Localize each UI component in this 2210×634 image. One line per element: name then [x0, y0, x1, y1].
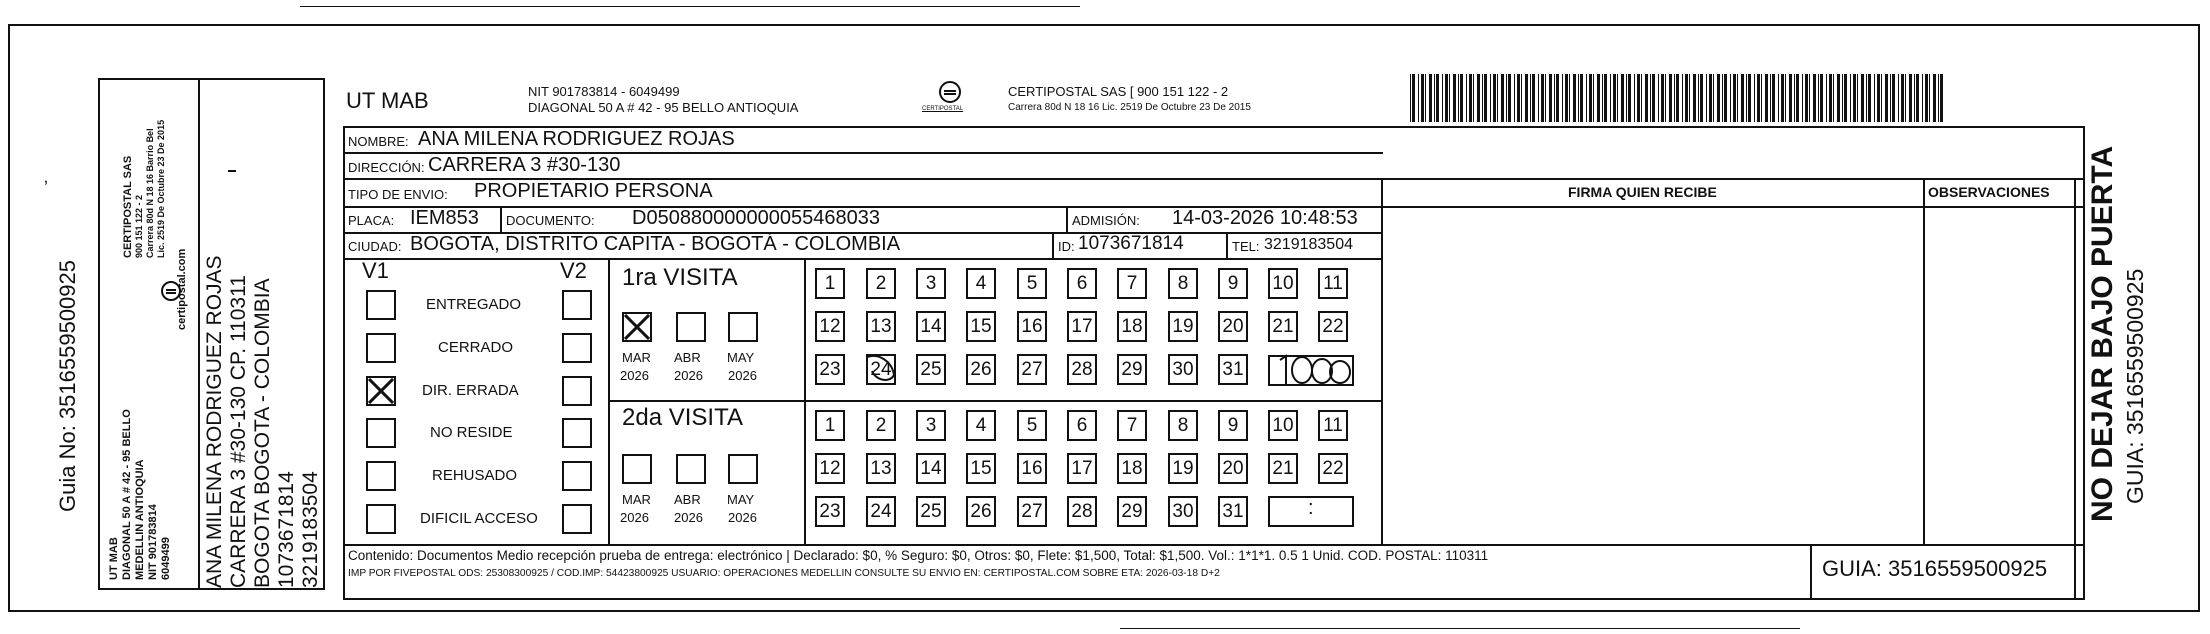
- barcode-bar: [1645, 74, 1648, 122]
- day-box[interactable]: 22: [1318, 311, 1348, 342]
- second-visit-title: 2da VISITA: [622, 404, 743, 431]
- barcode-bar: [1525, 74, 1528, 122]
- v2-checkbox[interactable]: [562, 290, 592, 320]
- v2-checkbox[interactable]: [562, 333, 592, 363]
- barcode-bar: [1826, 74, 1827, 122]
- admission-value: 14-03-2026 10:48:53: [1172, 207, 1358, 229]
- year-label: 2026: [674, 510, 703, 525]
- barcode-bar: [1442, 74, 1443, 122]
- barcode-bar: [1676, 74, 1679, 122]
- barcode-bar: [1586, 74, 1587, 122]
- month-label: MAY: [727, 350, 755, 365]
- barcode-bar: [1626, 74, 1627, 122]
- barcode-bar: [1914, 74, 1915, 122]
- day-box[interactable]: 1: [815, 268, 845, 299]
- day-box[interactable]: 31: [1218, 496, 1248, 527]
- barcode-bar: [1689, 74, 1690, 122]
- day-box[interactable]: 13: [866, 453, 896, 484]
- barcode-bar: [1844, 74, 1847, 122]
- barcode-bar: [1466, 74, 1467, 122]
- barcode-bar: [1922, 74, 1923, 122]
- barcode-bar: [1556, 74, 1559, 122]
- barcode-bar: [1713, 74, 1714, 122]
- day-box[interactable]: 28: [1067, 354, 1097, 385]
- barcode-bar: [1506, 74, 1507, 122]
- id-value: 1073671814: [1078, 233, 1184, 254]
- day-box[interactable]: 23: [815, 354, 845, 385]
- reason-label: DIFICIL ACCESO: [420, 510, 538, 527]
- day-box[interactable]: 26: [966, 354, 996, 385]
- check-mark-icon: [368, 378, 394, 404]
- no-leave-under-door-warning: NO DEJAR BAJO PUERTA: [2086, 145, 2119, 522]
- barcode-bar: [1813, 74, 1816, 122]
- barcode-bar: [1425, 74, 1426, 122]
- barcode-bar: [1508, 74, 1511, 122]
- day-box[interactable]: 14: [916, 311, 946, 342]
- contents-line: Contenido: Documentos Medio recepción prueba de entrega: electrónico | Declarado: $0, % Seguro: $0, Otros: $0, Flete: $1,500, Total: $1,500. Vol.: 1*1*1. 0.5 1 Unid. COD. POSTAL: 110311: [348, 548, 1489, 563]
- stray-dash: [228, 170, 236, 172]
- stub-sender-line: UT MAB: [108, 537, 120, 580]
- day-box[interactable]: 25: [916, 354, 946, 385]
- v1-checkbox[interactable]: [366, 290, 396, 320]
- v1-checkbox[interactable]: [366, 418, 396, 448]
- barcode-bar: [1410, 74, 1411, 122]
- barcode-bar: [1857, 74, 1858, 122]
- barcode-bar: [1901, 74, 1904, 122]
- type-label: TIPO DE ENVIO:: [348, 187, 448, 202]
- month-label: MAR: [622, 350, 651, 365]
- barcode-bar: [1538, 74, 1539, 122]
- day-box[interactable]: 20: [1218, 311, 1248, 342]
- day-box[interactable]: 19: [1168, 453, 1198, 484]
- barcode-bar: [1473, 74, 1474, 122]
- barcode-bar: [1898, 74, 1899, 122]
- barcode-bar: [1604, 74, 1607, 122]
- day-box[interactable]: 17: [1067, 311, 1097, 342]
- barcode-bar: [1573, 74, 1576, 122]
- barcode-bar: [1741, 74, 1744, 122]
- barcode-bar: [1874, 74, 1875, 122]
- barcode-bar: [1938, 74, 1939, 122]
- day-box[interactable]: 5: [1017, 268, 1047, 299]
- day-box[interactable]: 31: [1218, 354, 1248, 385]
- month-checkbox[interactable]: [728, 312, 758, 342]
- day-box[interactable]: 27: [1017, 496, 1047, 527]
- city-value: BOGOTA, DISTRITO CAPITA - BOGOTÁ - COLOMBIA: [410, 233, 901, 255]
- barcode-bar: [1722, 74, 1723, 122]
- year-label: 2026: [728, 510, 757, 525]
- stub-certipostal-line: Carrera 80d N 18 16 Barrio Bel: [145, 128, 155, 258]
- barcode-bar: [1892, 74, 1895, 122]
- check-mark-icon: [624, 314, 650, 340]
- barcode-bar: [1868, 74, 1871, 122]
- year-label: 2026: [620, 368, 649, 383]
- day-box[interactable]: 20: [1218, 453, 1248, 484]
- stub-certipostal-web: certipostal.com: [176, 248, 188, 330]
- barcode-bar: [1909, 74, 1912, 122]
- day-box[interactable]: 2: [866, 410, 896, 441]
- barcode-bar: [1754, 74, 1755, 122]
- barcode-bar: [1610, 74, 1611, 122]
- barcode-bar: [1514, 74, 1515, 122]
- day-box[interactable]: 30: [1168, 496, 1198, 527]
- day-box[interactable]: 2: [866, 268, 896, 299]
- stub-recipient-line: 1073671814: [275, 471, 298, 588]
- v1-checkbox[interactable]: [366, 504, 396, 534]
- barcode-bar: [1829, 74, 1832, 122]
- barcode-bar: [1709, 74, 1712, 122]
- name-label: NOMBRE:: [348, 134, 409, 149]
- barcode-bar: [1866, 74, 1867, 122]
- barcode-bar: [1781, 74, 1784, 122]
- time-separator: :: [1308, 497, 1314, 519]
- stub-divider: [198, 78, 200, 590]
- day-box[interactable]: 19: [1168, 311, 1198, 342]
- stub-certipostal-line: 900 151 122 - 2: [134, 194, 144, 258]
- logo-caption: CERTIPOSTAL: [922, 106, 964, 112]
- reason-label: CERRADO: [438, 339, 514, 356]
- barcode-bar: [1761, 74, 1762, 122]
- tel-value: 3219183504: [1264, 236, 1353, 253]
- barcode-bar: [1458, 74, 1459, 122]
- day-box[interactable]: 29: [1117, 496, 1147, 527]
- stub-recipient-line: ANA MILENA RODRIGUEZ ROJAS: [203, 255, 226, 588]
- day-box[interactable]: 17: [1067, 453, 1097, 484]
- city-label: CIUDAD:: [348, 239, 402, 254]
- year-label: 2026: [728, 368, 757, 383]
- footer-guide: GUIA: 3516559500925: [1822, 556, 2048, 581]
- barcode-bar: [1724, 74, 1727, 122]
- tel-label: TEL:: [1232, 239, 1260, 254]
- month-checkbox-checked[interactable]: [622, 312, 652, 342]
- barcode-bar: [1665, 74, 1666, 122]
- stub-sender-line: 6049499: [160, 537, 172, 580]
- year-label: 2026: [620, 510, 649, 525]
- barcode-bar: [1493, 74, 1496, 122]
- day-box[interactable]: 8: [1168, 410, 1198, 441]
- handwritten-time-value: [1290, 360, 1321, 376]
- barcode-bar: [1770, 74, 1771, 122]
- id-label: ID:: [1058, 239, 1075, 254]
- reason-label: ENTREGADO: [426, 296, 522, 313]
- stub-sender-line: NIT 901783814: [147, 504, 159, 580]
- v1-checkbox[interactable]: [366, 333, 396, 363]
- barcode-bar: [1837, 74, 1840, 122]
- barcode-bar: [1669, 74, 1672, 122]
- day-box[interactable]: 21: [1268, 453, 1298, 484]
- v1-header: V1: [362, 258, 389, 283]
- barcode-bar: [1541, 74, 1544, 122]
- day-box[interactable]: 21: [1268, 311, 1298, 342]
- bottom-cut-line: [1120, 628, 1800, 629]
- barcode-bar: [1530, 74, 1531, 122]
- barcode-bar: [1429, 74, 1432, 122]
- day-box[interactable]: 8: [1168, 268, 1198, 299]
- observations-divider: [1923, 178, 1925, 544]
- stray-mark: ʼ: [44, 178, 48, 198]
- document-label: DOCUMENTO:: [506, 213, 595, 228]
- barcode-bar: [1693, 74, 1696, 122]
- hand-mark-icon: [864, 351, 898, 385]
- barcode-bar: [1877, 74, 1880, 122]
- reason-label: REHUSADO: [432, 467, 518, 484]
- recipient-address: CARRERA 3 #30-130: [428, 154, 621, 176]
- barcode-bar: [1549, 74, 1552, 122]
- shipment-type: PROPIETARIO PERSONA: [474, 180, 713, 202]
- v2-checkbox[interactable]: [562, 504, 592, 534]
- sender-address: DIAGONAL 50 A # 42 - 95 BELLO ANTIOQUIA: [528, 100, 799, 115]
- day-box[interactable]: 10: [1268, 268, 1298, 299]
- barcode-bar: [1733, 74, 1736, 122]
- barcode-bar: [1449, 74, 1450, 122]
- stub-guide-number: Guia No: 3516559500925: [55, 260, 80, 512]
- stub-sender-line: DIAGONAL 50 A # 42 - 95 BELLO: [121, 409, 133, 580]
- signature-header: FIRMA QUIEN RECIBE: [1568, 184, 1717, 200]
- barcode-bar: [1613, 74, 1616, 122]
- day-box[interactable]: 16: [1017, 311, 1047, 342]
- barcode-bar: [1641, 74, 1642, 122]
- day-box[interactable]: 24: [866, 496, 896, 527]
- document-value: D050880000000055468033: [632, 207, 881, 229]
- barcode-bar: [1933, 74, 1936, 122]
- stub-recipient-line: CARRERA 3 #30-130 CP. 110311: [227, 275, 250, 588]
- day-box[interactable]: 4: [966, 268, 996, 299]
- month-label: MAR: [622, 492, 651, 507]
- barcode-bar: [1617, 74, 1618, 122]
- barcode-bar: [1885, 74, 1888, 122]
- day-box[interactable]: 5: [1017, 410, 1047, 441]
- barcode-bar: [1842, 74, 1843, 122]
- reason-label: DIR. ERRADA: [422, 382, 519, 399]
- month-checkbox[interactable]: [676, 312, 706, 342]
- day-box[interactable]: 15: [966, 311, 996, 342]
- day-box[interactable]: 11: [1318, 410, 1348, 441]
- barcode-bar: [1916, 74, 1919, 122]
- barcode-bar: [1421, 74, 1424, 122]
- day-box[interactable]: 3: [916, 268, 946, 299]
- barcode-bar: [1861, 74, 1864, 122]
- barcode-bar: [1940, 74, 1943, 122]
- barcode-bar: [1700, 74, 1703, 122]
- barcode-bar: [1554, 74, 1555, 122]
- barcode-bar: [1706, 74, 1707, 122]
- barcode-bar: [1445, 74, 1448, 122]
- v1-checkbox-checked[interactable]: [366, 376, 396, 406]
- barcode-bar: [1682, 74, 1683, 122]
- barcode-bar: [1789, 74, 1792, 122]
- year-label: 2026: [674, 368, 703, 383]
- barcode-bar: [1785, 74, 1786, 122]
- first-visit-title: 1ra VISITA: [622, 264, 738, 291]
- day-box[interactable]: 4: [966, 410, 996, 441]
- barcode-bar: [1737, 74, 1738, 122]
- barcode-bar: [1717, 74, 1720, 122]
- barcode-bar: [1497, 74, 1498, 122]
- barcode-bar: [1778, 74, 1779, 122]
- barcode-bar: [1905, 74, 1906, 122]
- barcode-bar: [1482, 74, 1483, 122]
- barcode-bar: [1809, 74, 1810, 122]
- barcode-bar: [1578, 74, 1579, 122]
- month-label: ABR: [674, 492, 701, 507]
- barcode-bar: [1765, 74, 1768, 122]
- signature-divider: [1381, 178, 1383, 544]
- barcode-bar: [1436, 74, 1439, 122]
- barcode-bar: [1545, 74, 1546, 122]
- barcode-bar: [1501, 74, 1504, 122]
- day-box[interactable]: 7: [1117, 268, 1147, 299]
- day-box[interactable]: 22: [1318, 453, 1348, 484]
- barcode-bar: [1532, 74, 1535, 122]
- stub-sender-line: MEDELLIN ANTIOQUIA: [134, 459, 146, 580]
- company-name: CERTIPOSTAL SAS [ 900 151 122 - 2: [1008, 84, 1229, 99]
- day-box[interactable]: 16: [1017, 453, 1047, 484]
- day-box[interactable]: 26: [966, 496, 996, 527]
- barcode-bar: [1796, 74, 1799, 122]
- barcode-bar: [1628, 74, 1631, 122]
- plate-value: IEM853: [410, 207, 479, 229]
- barcode-bar: [1521, 74, 1522, 122]
- recipient-name: ANA MILENA RODRIGUEZ ROJAS: [418, 128, 735, 150]
- barcode-bar: [1748, 74, 1751, 122]
- v1-checkbox[interactable]: [366, 461, 396, 491]
- barcode-bar: [1652, 74, 1655, 122]
- barcode-bar: [1580, 74, 1583, 122]
- reason-label: NO RESIDE: [430, 424, 513, 441]
- v2-checkbox[interactable]: [562, 418, 592, 448]
- address-label: DIRECCIÓN:: [348, 160, 425, 175]
- observations-header: OBSERVACIONES: [1928, 184, 2050, 200]
- barcode-bar: [1929, 74, 1930, 122]
- certipostal-logo-icon: [160, 280, 182, 302]
- barcode-bar: [1602, 74, 1603, 122]
- barcode-bar: [1460, 74, 1463, 122]
- barcode-bar: [1634, 74, 1635, 122]
- right-edge-guide: GUIA: 3516559500925: [2122, 268, 2148, 504]
- print-info-line: IMP POR FIVEPOSTAL ODS: 25308300925 / COD.IMP: 54423800925 USUARIO: OPERACIONES MEDELLIN CONSULTE SU ENVIO EN: CERTIPOSTAL.COM SOBRE ETA: 2026-03-18 D+2: [348, 568, 1220, 579]
- barcode-bar: [1881, 74, 1882, 122]
- month-checkbox[interactable]: [622, 454, 652, 484]
- barcode-bar: [1853, 74, 1856, 122]
- barcode-bar: [1569, 74, 1570, 122]
- stub-certipostal-line: CERTIPOSTAL SAS: [122, 155, 134, 258]
- barcode-bar: [1674, 74, 1675, 122]
- v2-checkbox[interactable]: [562, 461, 592, 491]
- day-box[interactable]: 28: [1067, 496, 1097, 527]
- barcode-bar: [1565, 74, 1568, 122]
- barcode-bar: [1484, 74, 1487, 122]
- stub-certipostal-line: Lic. 2519 De Octubre 23 De 2015: [156, 119, 166, 258]
- month-label: MAY: [727, 492, 755, 507]
- stub-recipient-line: BOGOTA BOGOTA - COLOMBIA: [251, 278, 274, 588]
- v2-header: V2: [560, 258, 587, 283]
- day-box[interactable]: 12: [815, 453, 845, 484]
- barcode-bar: [1650, 74, 1651, 122]
- sender-nit: NIT 901783814 - 6049499: [528, 84, 680, 99]
- stub-recipient-line: 3219183504: [299, 471, 322, 588]
- barcode-bar: [1794, 74, 1795, 122]
- day-box[interactable]: 1: [815, 410, 845, 441]
- barcode-bar: [1890, 74, 1891, 122]
- day-box[interactable]: 15: [966, 453, 996, 484]
- barcode-bar: [1805, 74, 1808, 122]
- company-license: Carrera 80d N 18 16 Lic. 2519 De Octubre 23 De 2015: [1008, 102, 1251, 113]
- month-checkbox[interactable]: [676, 454, 706, 484]
- day-box[interactable]: 30: [1168, 354, 1198, 385]
- month-label: ABR: [674, 350, 701, 365]
- day-box[interactable]: 9: [1218, 410, 1248, 441]
- day-box[interactable]: 23: [815, 496, 845, 527]
- top-cut-line: [300, 6, 1080, 7]
- barcode-bar: [1746, 74, 1747, 122]
- v2-checkbox[interactable]: [562, 376, 592, 406]
- day-box[interactable]: 3: [916, 410, 946, 441]
- barcode-bar: [1730, 74, 1731, 122]
- barcode-bar: [1833, 74, 1834, 122]
- barcode-bar: [1490, 74, 1491, 122]
- barcode-bar: [1658, 74, 1659, 122]
- sender-name: UT MAB: [346, 88, 429, 113]
- day-box[interactable]: 18: [1117, 453, 1147, 484]
- barcode-bar: [1637, 74, 1640, 122]
- barcode-bar: [1597, 74, 1600, 122]
- month-checkbox[interactable]: [728, 454, 758, 484]
- barcode-bar: [1818, 74, 1819, 122]
- barcode-bar: [1757, 74, 1760, 122]
- day-box[interactable]: 25: [916, 496, 946, 527]
- day-box-marked[interactable]: 24: [866, 354, 896, 385]
- barcode-bar: [1772, 74, 1775, 122]
- barcode-bar: [1418, 74, 1419, 122]
- barcode-bar: [1434, 74, 1435, 122]
- day-box[interactable]: 11: [1318, 268, 1348, 299]
- day-box[interactable]: 10: [1268, 410, 1298, 441]
- day-box[interactable]: 7: [1117, 410, 1147, 441]
- barcode-bar: [1469, 74, 1472, 122]
- barcode-bar: [1850, 74, 1851, 122]
- day-box[interactable]: 9: [1218, 268, 1248, 299]
- barcode-bar: [1698, 74, 1699, 122]
- plate-label: PLACA:: [348, 213, 395, 228]
- barcode-bar: [1820, 74, 1823, 122]
- barcode-bar: [1925, 74, 1928, 122]
- barcode-bar: [1453, 74, 1456, 122]
- barcode-bar: [1412, 74, 1415, 122]
- day-box[interactable]: 6: [1067, 268, 1097, 299]
- barcode-bar: [1621, 74, 1624, 122]
- day-box[interactable]: 12: [815, 311, 845, 342]
- day-box[interactable]: 6: [1067, 410, 1097, 441]
- barcode-bar: [1593, 74, 1594, 122]
- barcode-bar: [1802, 74, 1803, 122]
- barcode-bar: [1589, 74, 1592, 122]
- day-box[interactable]: 14: [916, 453, 946, 484]
- barcode-bar: [1661, 74, 1664, 122]
- barcode-bar: [1477, 74, 1480, 122]
- day-box[interactable]: 27: [1017, 354, 1047, 385]
- day-box[interactable]: 29: [1117, 354, 1147, 385]
- admission-label: ADMISIÓN:: [1072, 213, 1140, 228]
- barcode-bar: [1562, 74, 1563, 122]
- day-box[interactable]: 13: [866, 311, 896, 342]
- barcode: [1410, 74, 1950, 122]
- certipostal-logo-icon: [936, 80, 964, 104]
- barcode-bar: [1517, 74, 1520, 122]
- day-box[interactable]: 18: [1117, 311, 1147, 342]
- barcode-bar: [1685, 74, 1688, 122]
